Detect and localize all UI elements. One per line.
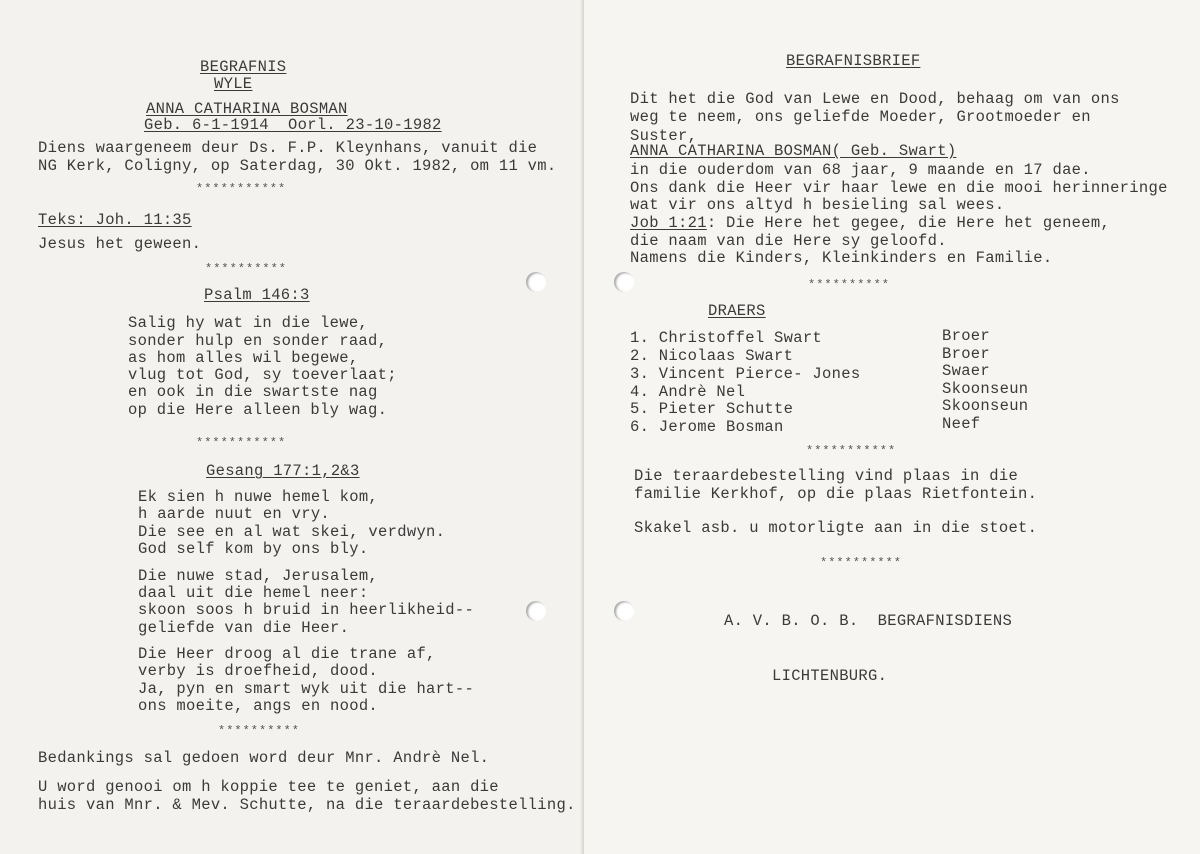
separator-stars: *********** [196, 182, 287, 196]
undertaker-town: LICHTENBURG. [772, 667, 888, 685]
bearer-name: 4. Andrè Nel [630, 383, 746, 401]
psalm-line: Salig hy wat in die lewe, [128, 314, 369, 332]
hymn-line: Ek sien h nuwe hemel kom, [138, 488, 379, 506]
separator-stars: *********** [806, 444, 897, 458]
job-verse-text: : Die Here het gegee, die Here het geneem, [706, 214, 1111, 232]
hymn-line: h aarde nuut en vry. [138, 505, 331, 523]
bearer-relation: Skoonseun [942, 380, 1029, 398]
separator-stars: ********** [820, 556, 903, 570]
family-line: Namens die Kinders, Kleinkinders en Familie. [630, 249, 1053, 267]
bearer-relation: Broer [942, 345, 991, 363]
scripture-text-line: Jesus het geween. [38, 235, 202, 253]
scripture-text-label: Teks: Joh. 11:35 [38, 211, 192, 229]
separator-stars: *********** [196, 436, 287, 450]
job-verse-line-1 [630, 215, 1110, 232]
psalm-line: en ook in die swartste nag [128, 383, 378, 401]
separator-stars: ********** [808, 278, 891, 292]
bearer-relation: Neef [942, 415, 981, 433]
bearers-title: DRAERS [708, 302, 766, 320]
hymn-line: Ja, pyn en smart wyk uit die hart-- [138, 680, 475, 698]
punch-hole [526, 601, 546, 621]
intro-line: Dit het die God van Lewe en Dood, behaag om van ons [630, 90, 1120, 108]
separator-stars: ********** [205, 262, 288, 276]
left-title: BEGRAFNIS [200, 58, 287, 76]
hymn-line: geliefde van die Heer. [138, 619, 350, 637]
separator-stars: ********** [218, 724, 301, 738]
invite-line-1: U word genooi om h koppie tee te geniet, aan die [38, 778, 499, 796]
deceased-name: ANNA CATHARINA BOSMAN [146, 100, 348, 118]
body-line: Ons dank die Heer vir haar lewe en die mooi herinneringe [630, 179, 1168, 197]
bearer-name: 1. Christoffel Swart [630, 329, 823, 347]
hymn-line: skoon soos h bruid in heerlikheid-- [138, 601, 475, 619]
service-line-2: NG Kerk, Coligny, op Saterdag, 30 Okt. 1982, om 11 vm. [38, 157, 557, 175]
punch-hole [614, 601, 634, 621]
burial-line-1: Die teraardebestelling vind plaas in die [634, 467, 1019, 485]
bearer-name: 3. Vincent Pierce- Jones [630, 365, 861, 383]
bearer-name: 5. Pieter Schutte [630, 400, 794, 418]
undertaker-name: A. V. B. O. B. BEGRAFNISDIENS [724, 612, 1013, 630]
hymn-line: ons moeite, angs en nood. [138, 697, 379, 715]
intro-line: weg te neem, ons geliefde Moeder, Grootmoeder en [630, 108, 1091, 126]
burial-line-2: familie Kerkhof, op die plaas Rietfontein. [634, 485, 1038, 503]
bearer-relation: Skoonseun [942, 397, 1029, 415]
punch-hole [526, 272, 546, 292]
body-line: in die ouderdom van 68 jaar, 9 maande en 17 dae. [630, 161, 1091, 179]
hymn-line: verby is droefheid, dood. [138, 662, 379, 680]
headlights-line: Skakel asb. u motorligte aan in die stoet. [634, 519, 1038, 537]
service-line-1: Diens waargeneem deur Ds. F.P. Kleynhans, vanuit die [38, 139, 538, 157]
thanks-line: Bedankings sal gedoen word deur Mnr. Andrè Nel. [38, 749, 490, 767]
punch-hole [614, 272, 634, 292]
job-verse-line-2: die naam van die Here sy geloofd. [630, 232, 947, 250]
psalm-line: vlug tot God, sy toeverlaat; [128, 366, 397, 384]
bearer-name: 6. Jerome Bosman [630, 418, 784, 436]
hymn-line: God self kom by ons bly. [138, 540, 369, 558]
left-subtitle: WYLE [214, 75, 253, 93]
body-line: wat vir ons altyd h besieling sal wees. [630, 196, 1005, 214]
bearer-relation: Swaer [942, 362, 991, 380]
right-page [584, 0, 1200, 854]
hymn-line: Die Heer droog al die trane af, [138, 645, 436, 663]
right-title: BEGRAFNISBRIEF [786, 52, 921, 70]
hymn-line: daal uit die hemel neer: [138, 584, 369, 602]
psalm-line: op die Here alleen bly wag. [128, 401, 388, 419]
deceased-name-maiden: ANNA CATHARINA BOSMAN( Geb. Swart) [630, 142, 957, 160]
psalm-title: Psalm 146:3 [204, 286, 310, 304]
job-verse-label: Job 1:21 [630, 214, 707, 232]
bearer-relation: Broer [942, 327, 991, 345]
psalm-line: sonder hulp en sonder raad, [128, 332, 388, 350]
hymn-line: Die see en al wat skei, verdwyn. [138, 523, 446, 541]
invite-line-2: huis van Mnr. & Mev. Schutte, na die teraardebestelling. [38, 796, 576, 814]
hymn-line: Die nuwe stad, Jerusalem, [138, 567, 379, 585]
psalm-line: as hom alles wil begewe, [128, 349, 359, 367]
left-page [0, 0, 584, 854]
intro-line: Suster, [630, 127, 698, 145]
hymn-title: Gesang 177:1,2&3 [206, 462, 360, 480]
birth-death-dates: Geb. 6-1-1914 Oorl. 23-10-1982 [144, 116, 442, 134]
bearer-name: 2. Nicolaas Swart [630, 347, 794, 365]
